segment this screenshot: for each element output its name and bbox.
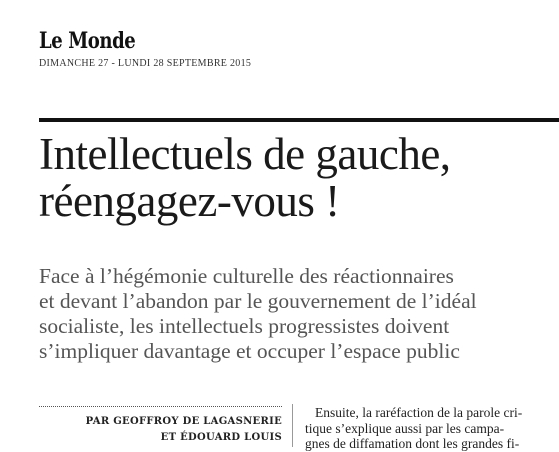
headline-line: réengagez-vous !	[39, 176, 340, 226]
byline-line: PAR GEOFFROY DE LAGASNERIE	[85, 416, 282, 427]
column-divider	[292, 404, 293, 447]
headline-line: Intellectuels de gauche,	[39, 129, 451, 179]
byline-divider	[39, 406, 282, 407]
standfirst-line: et devant l’abandon par le gouvernement de l’idéal	[39, 289, 477, 313]
body-line: tique s’explique aussi par les campa-	[305, 420, 505, 436]
byline-line: ET ÉDOUARD LOUIS	[160, 432, 282, 443]
top-rule	[39, 118, 559, 122]
standfirst-line: Face à l’hégémonie culturelle des réactionnaires	[39, 264, 454, 288]
article-standfirst	[39, 264, 477, 364]
issue-date: DIMANCHE 27 - LUNDI 28 SEPTEMBRE 2015	[39, 58, 252, 69]
standfirst-line: s’impliquer davantage et occuper l’espace public	[39, 339, 460, 363]
masthead-logo: Le Monde	[39, 28, 136, 54]
body-line: Ensuite, la raréfaction de la parole cri-	[315, 405, 523, 420]
article-byline	[39, 414, 282, 446]
standfirst-line: socialiste, les intellectuels progressistes doivent	[39, 314, 450, 338]
article-body-column	[305, 405, 559, 452]
body-line: gnes de diffamation dont les grandes fi-	[305, 436, 520, 451]
article-headline	[39, 131, 451, 225]
